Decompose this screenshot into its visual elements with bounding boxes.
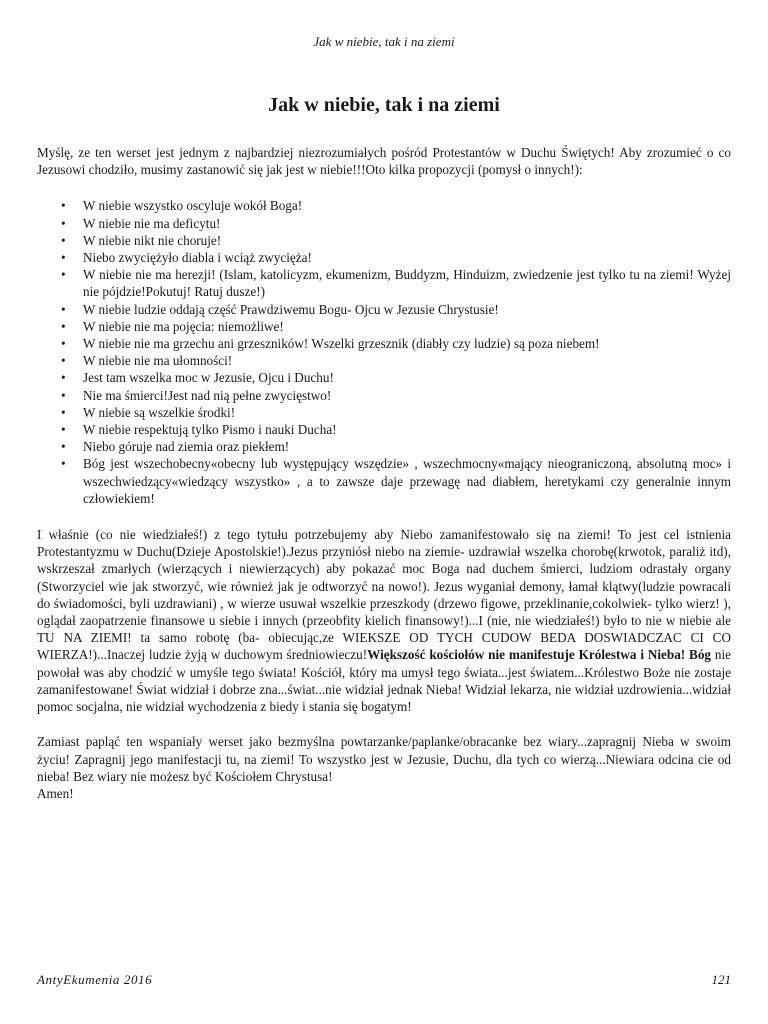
bullet-icon: • bbox=[61, 267, 66, 283]
list-item-text: Jest tam wszelka moc w Jezusie, Ojcu i Duchu! bbox=[83, 370, 334, 386]
list-item bbox=[37, 215, 731, 232]
list-item-text: Niebo góruje nad ziemia oraz piekłem! bbox=[83, 439, 290, 455]
list-item-text: W niebie nikt nie choruje! bbox=[83, 232, 222, 248]
list-item bbox=[37, 421, 731, 438]
bullet-icon: • bbox=[61, 336, 66, 352]
page-number: 121 bbox=[711, 972, 731, 987]
list-item bbox=[37, 318, 731, 335]
bullet-icon: • bbox=[61, 301, 66, 317]
document-body bbox=[37, 144, 731, 802]
bullet-icon: • bbox=[61, 232, 66, 248]
list-item bbox=[37, 232, 731, 249]
list-item-text: W niebie nie ma ułomności! bbox=[83, 353, 233, 369]
paragraph-text: nie powołał was aby chodzić w umyśle tego świata! Kościół, który ma umysł tego świata...jest światem...Królestwo Boże nie zostaje zamanifestowane! Świat widział i dobrze zna...świat...nie widział jednak Nieba! Widział lekarza, nie widział uzdrowienia...widział pomoc socjalna, nie widział wychodzenia z biedy i stania się bogatym! bbox=[37, 647, 731, 715]
list-item bbox=[37, 197, 731, 214]
list-item-text: W niebie nie ma herezji! (Islam, katolicyzm, ekumenizm, Buddyzm, Hinduizm, zwiedzenie jest tylko tu na ziemi! Wyżej nie pójdzie!Pokutuj! Ratuj dusze!) bbox=[83, 267, 731, 300]
bullet-icon: • bbox=[61, 456, 66, 472]
paragraph-text: I właśnie (co nie wiedziałeś!) z tego tytułu potrzebujemy aby Niebo zamanifestowało się na ziemi! To jest cel istnienia Protestantyzmu w Duchu(Dzieje Apostolskie!).Jezus przyniósł niebo na ziemie- uzdrawiał wszelka chorobę(krwotok, paraliż itd), wskrzeszał zmarłych (wierzących i niewierzących) aby pokazać moc Boga nad duchem śmierci, ludziom odrastały organy (Stworzyciel wie jak stworzyć, wie również jak je odtworzyć na nowo!). Jezus wyganiał demony, łamał klątwy(ludzie powracali do świadomości, byli uzdrawiani) , w wierze usuwał wszelkie przeszkody (drzewo figowe, przeklinanie,cokolwiek- tylko wierz! ), oglądał zaopatrzenie finansowe u siebie i innych (przeobfity kielich finansowy!)...I (nie, nie wiedziałeś!) było to nie w niebie ale TU NA ZIEMI! ta samo robotę (ba- obiecując,ze WIEKSZE OD TYCH CUDOW BEDA DOSWIADCZAC CI CO WIERZA!)...Inaczej ludzie żyją w duchowym średniowieczu! bbox=[37, 527, 731, 663]
list-item bbox=[37, 404, 731, 421]
body-paragraph-2 bbox=[37, 526, 731, 715]
list-item-text: W niebie nie ma pojęcia: niemożliwe! bbox=[83, 318, 284, 334]
bullet-icon: • bbox=[61, 422, 66, 438]
emphasized-text: Większość kościołów nie manifestuje Królestwa i Nieba! Bóg bbox=[367, 647, 712, 663]
list-item bbox=[37, 249, 731, 266]
bullet-icon: • bbox=[61, 198, 66, 214]
bullet-icon: • bbox=[61, 318, 66, 334]
paragraph-spacer bbox=[37, 715, 731, 733]
list-item bbox=[37, 266, 731, 300]
running-header: Jak w niebie, tak i na ziemi bbox=[313, 34, 455, 49]
intro-paragraph: Myślę, ze ten werset jest jednym z najbardziej niezrozumiałych pośród Protestantów w Duchu Świętych! Aby zrozumieć o co Jezusowi chodziło, musimy zastanowić się jak jest w niebie!!!Oto kilka propozycji (pomysł o innych!): bbox=[37, 145, 731, 178]
list-item-text: W niebie nie ma deficytu! bbox=[83, 215, 221, 231]
bullet-icon: • bbox=[61, 215, 66, 231]
list-item-text: Nie ma śmierci!Jest nad nią pełne zwycięstwo! bbox=[83, 387, 332, 403]
bullet-icon: • bbox=[61, 370, 66, 386]
list-item-text: W niebie nie ma grzechu ani grzeszników! Wszelki grzesznik (diabły czy ludzie) są poza niebem! bbox=[83, 336, 600, 352]
bullet-icon: • bbox=[61, 250, 66, 266]
list-item bbox=[37, 438, 731, 455]
footer-publication: AntyEkumenia 2016 bbox=[37, 972, 153, 987]
list-item bbox=[37, 301, 731, 318]
body-paragraph-3: Zamiast papląć ten wspaniały werset jako bezmyślna powtarzanke/paplanke/obracanke bez wiary...zapragnij Nieba w swoim życiu! Zapragnij jego manifestacji tu, na ziemi! To wszystko jest w Jezusie, Duchu, dla tych co wierzą...Niewiara odcina cie od nieba! Bez wiary nie możesz być Kościołem Chrystusa! bbox=[37, 734, 731, 784]
list-item bbox=[37, 369, 731, 386]
list-item-text: W niebie respektują tylko Pismo i nauki Ducha! bbox=[83, 422, 337, 438]
closing-line: Amen! bbox=[37, 785, 74, 801]
bullet-icon: • bbox=[61, 353, 66, 369]
list-item-text: Niebo zwyciężyło diabla i wciąż zwycięża! bbox=[83, 250, 312, 266]
bullet-icon: • bbox=[61, 439, 66, 455]
list-item-text: W niebie są wszelkie środki! bbox=[83, 404, 236, 420]
list-item bbox=[37, 335, 731, 352]
list-item-text: Bóg jest wszechobecny«obecny lub występujący wszędzie» , wszechmocny«mający nieograniczoną, absolutną moc» i wszechwiedzący«wiedzący wszystko» , a to zawsze daje przewagę nad diabłem, heretykami czy generalnie innym człowiekiem! bbox=[83, 456, 731, 506]
bullet-icon: • bbox=[61, 404, 66, 420]
list-item-text: W niebie ludzie oddają część Prawdziwemu Bogu- Ojcu w Jezusie Chrystusie! bbox=[83, 301, 499, 317]
document-title: Jak w niebie, tak i na ziemi bbox=[268, 94, 500, 116]
list-item bbox=[37, 387, 731, 404]
list-item bbox=[37, 455, 731, 507]
list-item bbox=[37, 352, 731, 369]
list-item-text: W niebie wszystko oscyluje wokół Boga! bbox=[83, 198, 303, 214]
bullet-list bbox=[37, 197, 731, 507]
bullet-icon: • bbox=[61, 387, 66, 403]
